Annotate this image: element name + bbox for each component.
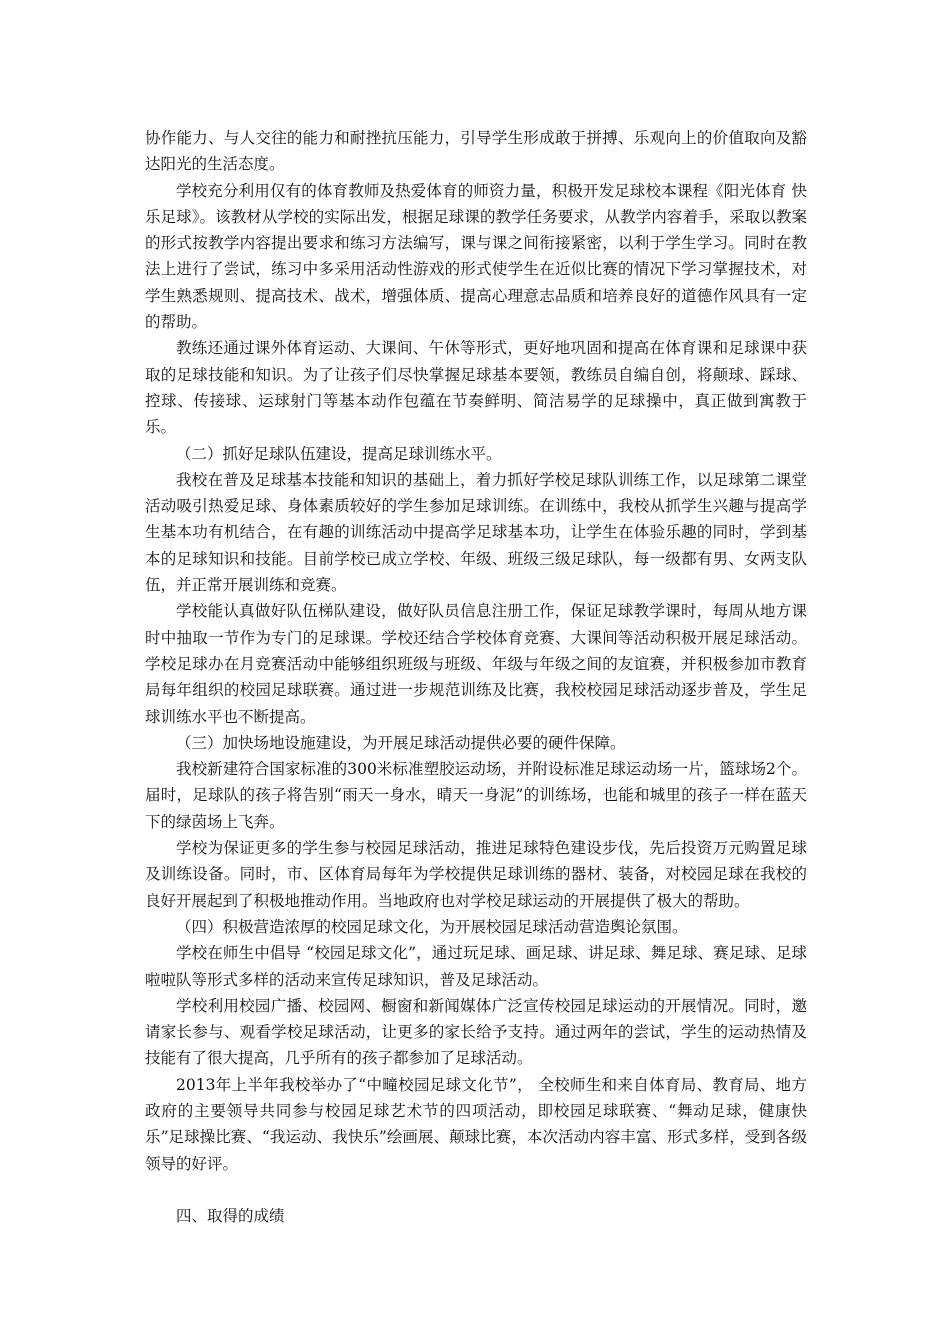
section-heading-facilities: （三）加快场地设施建设，为开展足球活动提供必要的硬件保障。	[176, 733, 626, 752]
paragraph-publicity: 学校利用校园广播、校园网、橱窗和新闻媒体广泛宣传校园足球运动的开展情况。同时，邀请家长参与、观看学校足球活动，让更多的家长给予支持。通过两年的尝试，学生的运动热情及技能有了很大提高，几乎所有的孩子都参加了足球活动。	[145, 996, 807, 1068]
paragraph-continuation: 协作能力、与人交往的能力和耐挫抗压能力，引导学生形成敢于拼搏、乐观向上的价值取向及豁达阳光的生活态度。	[145, 129, 807, 174]
document-body	[145, 125, 807, 1229]
section-heading-team-building: （二）抓好足球队伍建设，提高足球训练水平。	[176, 444, 502, 463]
paragraph-team-training: 我校在普及足球基本技能和知识的基础上，着力抓好学校足球队训练工作，以足球第二课堂活动吸引热爱足球、身体素质较好的学生参加足球训练。在训练中，我校从抓学生兴趣与提高学生基本功有机结合，在有趣的训练活动中提高学足球基本功，让学生在体验乐趣的同时，学到基本的足球知识和技能。目前学校已成立学校、年级、班级三级足球队，每一级都有男、女两支队伍，并正常开展训练和竞赛。	[145, 470, 807, 595]
paragraph-culture-festival: 2013年上半年我校举办了“中疃校园足球文化节”， 全校师生和来自体育局、教育局、地方政府的主要领导共同参与校园足球艺术节的四项活动，即校园足球联赛、“舞动足球，健康快乐”足球操比赛、“我运动、我快乐”绘画展、颠球比赛，本次活动内容丰富、形式多样，受到各级领导的好评。	[145, 1075, 807, 1173]
paragraph-football-culture: 学校在师生中倡导 “校园足球文化”，通过玩足球、画足球、讲足球、舞足球、赛足球、足球啦啦队等形式多样的活动来宣传足球知识，普及足球活动。	[145, 944, 807, 989]
paragraph-school-curriculum: 学校充分利用仅有的体育教师及热爱体育的师资力量，积极开发足球校本课程《阳光体育 快乐足球》。该教材从学校的实际出发，根据足球课的教学任务要求，从教学内容着手，采取以教案的形式按教学内容提出要求和练习方法编写，课与课之间衔接紧密，以利于学生学习。同时在教法上进行了尝试，练习中多采用活动性游戏的形式使学生在近似比赛的情况下学习掌握技术，对学生熟悉规则、提高技术、战术，增强体质、提高心理意志品质和培养良好的道德作风具有一定的帮助。	[145, 181, 807, 332]
section-heading-culture: （四）积极营造浓厚的校园足球文化，为开展校园足球活动营造舆论氛围。	[176, 917, 688, 936]
paragraph-team-echelon: 学校能认真做好队伍梯队建设，做好队员信息注册工作，保证足球教学课时，每周从地方课时中抽取一节作为专门的足球课。学校还结合学校体育竞赛、大课间等活动积极开展足球活动。学校足球办在月竞赛活动中能够组织班级与班级、年级与年级之间的友谊赛，并积极参加市教育局每年组织的校园足球联赛。通过进一步规范训练及比赛，我校校园足球活动逐步普及，学生足球训练水平也不断提高。	[145, 602, 807, 726]
paragraph-equipment-investment: 学校为保证更多的学生参与校园足球活动，推进足球特色建设步伐，先后投资万元购置足球及训练设备。同时，市、区体育局每年为学校提供足球训练的器材、装备，对校园足球在我校的良好开展起到了积极地推动作用。当地政府也对学校足球运动的开展提供了极大的帮助。	[145, 839, 807, 910]
paragraph-new-stadium: 我校新建符合国家标准的300米标准塑胶运动场，并附设标准足球运动场一片，篮球场2个。届时，足球队的孩子将告别“雨天一身水，晴天一身泥”的训练场，也能和城里的孩子一样在蓝天下的绿茵场上飞奔。	[145, 760, 807, 831]
paragraph-coach-training: 教练还通过课外体育运动、大课间、午休等形式，更好地巩固和提高在体育课和足球课中获取的足球技能和知识。为了让孩子们尽快掌握足球基本要领，教练员自编自创，将颠球、踩球、控球、传接球、运球射门等基本动作包蕴在节奏鲜明、简洁易学的足球操中，真正做到寓教于乐。	[145, 339, 807, 437]
section-heading-achievements: 四、取得的成绩	[176, 1206, 285, 1225]
